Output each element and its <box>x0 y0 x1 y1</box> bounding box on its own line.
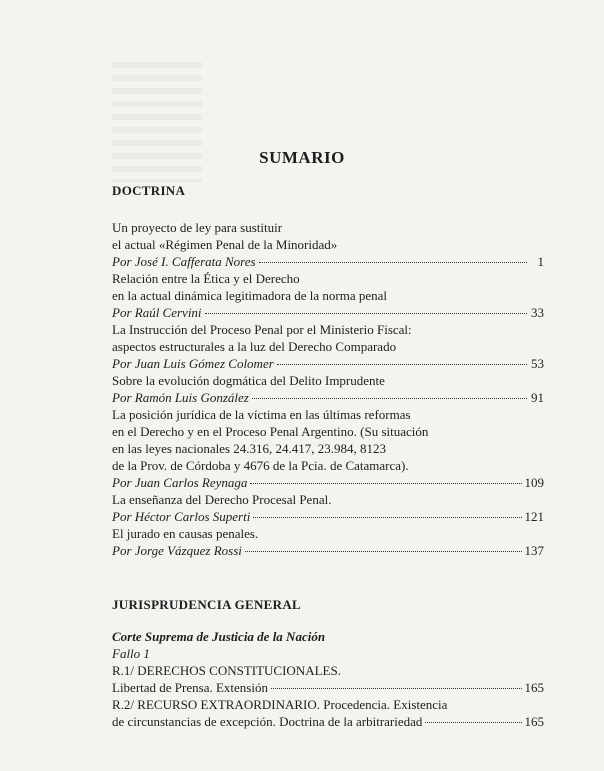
fallo-label: Fallo 1 <box>112 646 150 661</box>
toc-entry-row <box>112 680 544 696</box>
dot-leader <box>259 262 527 263</box>
toc-entry-row <box>112 356 544 372</box>
entry-title-line: aspectos estructurales a la luz del Derecho Comparado <box>112 339 397 354</box>
toc-entry-row <box>112 390 544 406</box>
entry-author: Por José I. Cafferata Nores <box>112 254 256 269</box>
page-number: 137 <box>524 543 544 558</box>
entry-title-line: Relación entre la Ética y el Derecho <box>112 271 300 286</box>
entry-title-line: Un proyecto de ley para sustituir <box>112 220 283 235</box>
toc-entry-row <box>112 475 544 491</box>
entry-title-line: en las leyes nacionales 24.316, 24.417, 23.984, 8123 <box>112 441 387 456</box>
entry-author: Por Juan Carlos Reynaga <box>112 475 248 490</box>
r1-heading: R.1/ DERECHOS CONSTITUCIONALES. <box>112 663 341 678</box>
entry-title-line: el actual «Régimen Penal de la Minoridad» <box>112 237 338 252</box>
dot-leader <box>245 551 522 552</box>
section-heading-jurisprudencia: JURISPRUDENCIA GENERAL <box>112 597 301 612</box>
entry-author: Por Raúl Cervini <box>112 305 202 320</box>
toc-entry-row <box>112 254 544 270</box>
page-number: 121 <box>524 509 544 524</box>
page-number: 53 <box>531 356 544 371</box>
toc-entry-row <box>112 509 544 525</box>
page-number: 1 <box>537 254 544 269</box>
entry-author: Por Jorge Vázquez Rossi <box>112 543 242 558</box>
entry-title-line: de la Prov. de Córdoba y 4676 de la Pcia. de Catamarca). <box>112 458 409 473</box>
entry-title-line: en la actual dinámica legitimadora de la norma penal <box>112 288 388 303</box>
entry-title-line: Sobre la evolución dogmática del Delito Imprudente <box>112 373 385 388</box>
toc-entry-row <box>112 305 544 321</box>
page-number: 165 <box>524 680 544 695</box>
toc-entry-row <box>112 543 544 559</box>
r2-heading: R.2/ RECURSO EXTRAORDINARIO. Procedencia. Existencia <box>112 697 448 712</box>
page-title: SUMARIO <box>259 148 345 167</box>
entry-author: Por Juan Luis Gómez Colomer <box>112 356 274 371</box>
entry-title-line: El jurado en causas penales. <box>112 526 259 541</box>
page-number: 33 <box>531 305 544 320</box>
entry-text: Libertad de Prensa. Extensión <box>112 680 268 695</box>
entry-author: Por Ramón Luis González <box>112 390 249 405</box>
entry-title-line: La enseñanza del Derecho Procesal Penal. <box>112 492 332 507</box>
entry-text: de circunstancias de excepción. Doctrina de la arbitrariedad <box>112 714 423 729</box>
dot-leader <box>205 313 527 314</box>
page-number: 165 <box>524 714 544 729</box>
page-number: 109 <box>524 475 544 490</box>
page-number: 91 <box>531 390 544 405</box>
court-name: Corte Suprema de Justicia de la Nación <box>112 629 326 644</box>
dot-leader <box>250 483 521 484</box>
dot-leader <box>253 517 521 518</box>
entry-title-line: La posición jurídica de la víctima en las últimas reformas <box>112 407 411 422</box>
dot-leader <box>277 364 527 365</box>
dot-leader <box>425 722 521 723</box>
section-heading-doctrina: DOCTRINA <box>112 183 186 198</box>
dot-leader <box>252 398 527 399</box>
entry-title-line: La Instrucción del Proceso Penal por el Ministerio Fiscal: <box>112 322 412 337</box>
entry-author: Por Héctor Carlos Superti <box>112 509 251 524</box>
entry-title-line: en el Derecho y en el Proceso Penal Argentino. (Su situación <box>112 424 429 439</box>
toc-entry-row <box>112 714 544 730</box>
dot-leader <box>271 688 522 689</box>
